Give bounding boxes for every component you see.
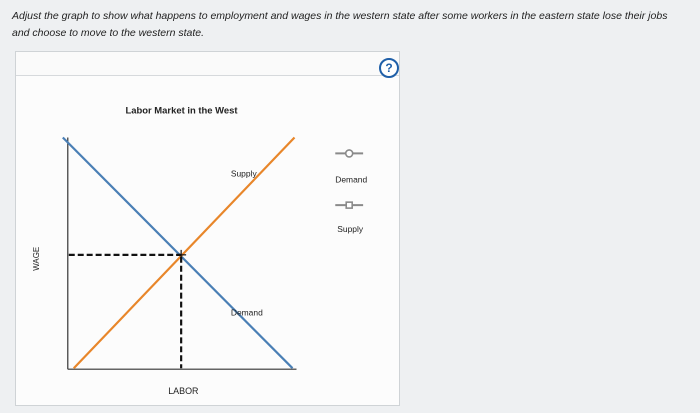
- demand-curve[interactable]: [63, 138, 293, 369]
- graph-canvas: [16, 52, 399, 405]
- supply-legend-label: Supply: [337, 223, 364, 234]
- demand-curve-label: Demand: [230, 307, 263, 318]
- square-icon: [346, 202, 352, 208]
- supply-legend-tool[interactable]: [335, 202, 363, 208]
- help-button[interactable]: ?: [379, 58, 399, 78]
- demand-legend-tool[interactable]: [335, 150, 363, 157]
- circle-icon: [346, 150, 353, 157]
- y-axis-label: WAGE: [31, 246, 41, 271]
- x-axis-label: LABOR: [168, 386, 199, 397]
- supply-curve-label: Supply: [230, 168, 257, 179]
- graph-panel: [15, 51, 400, 406]
- graph-title: Labor Market in the West: [125, 105, 238, 117]
- demand-legend-label: Demand: [335, 174, 368, 185]
- supply-curve[interactable]: [74, 138, 295, 369]
- instructions-text: Adjust the graph to show what happens to employment and wages in the western state after some workers in the eastern state lose their jobs and choose to move to the western state.: [12, 10, 668, 39]
